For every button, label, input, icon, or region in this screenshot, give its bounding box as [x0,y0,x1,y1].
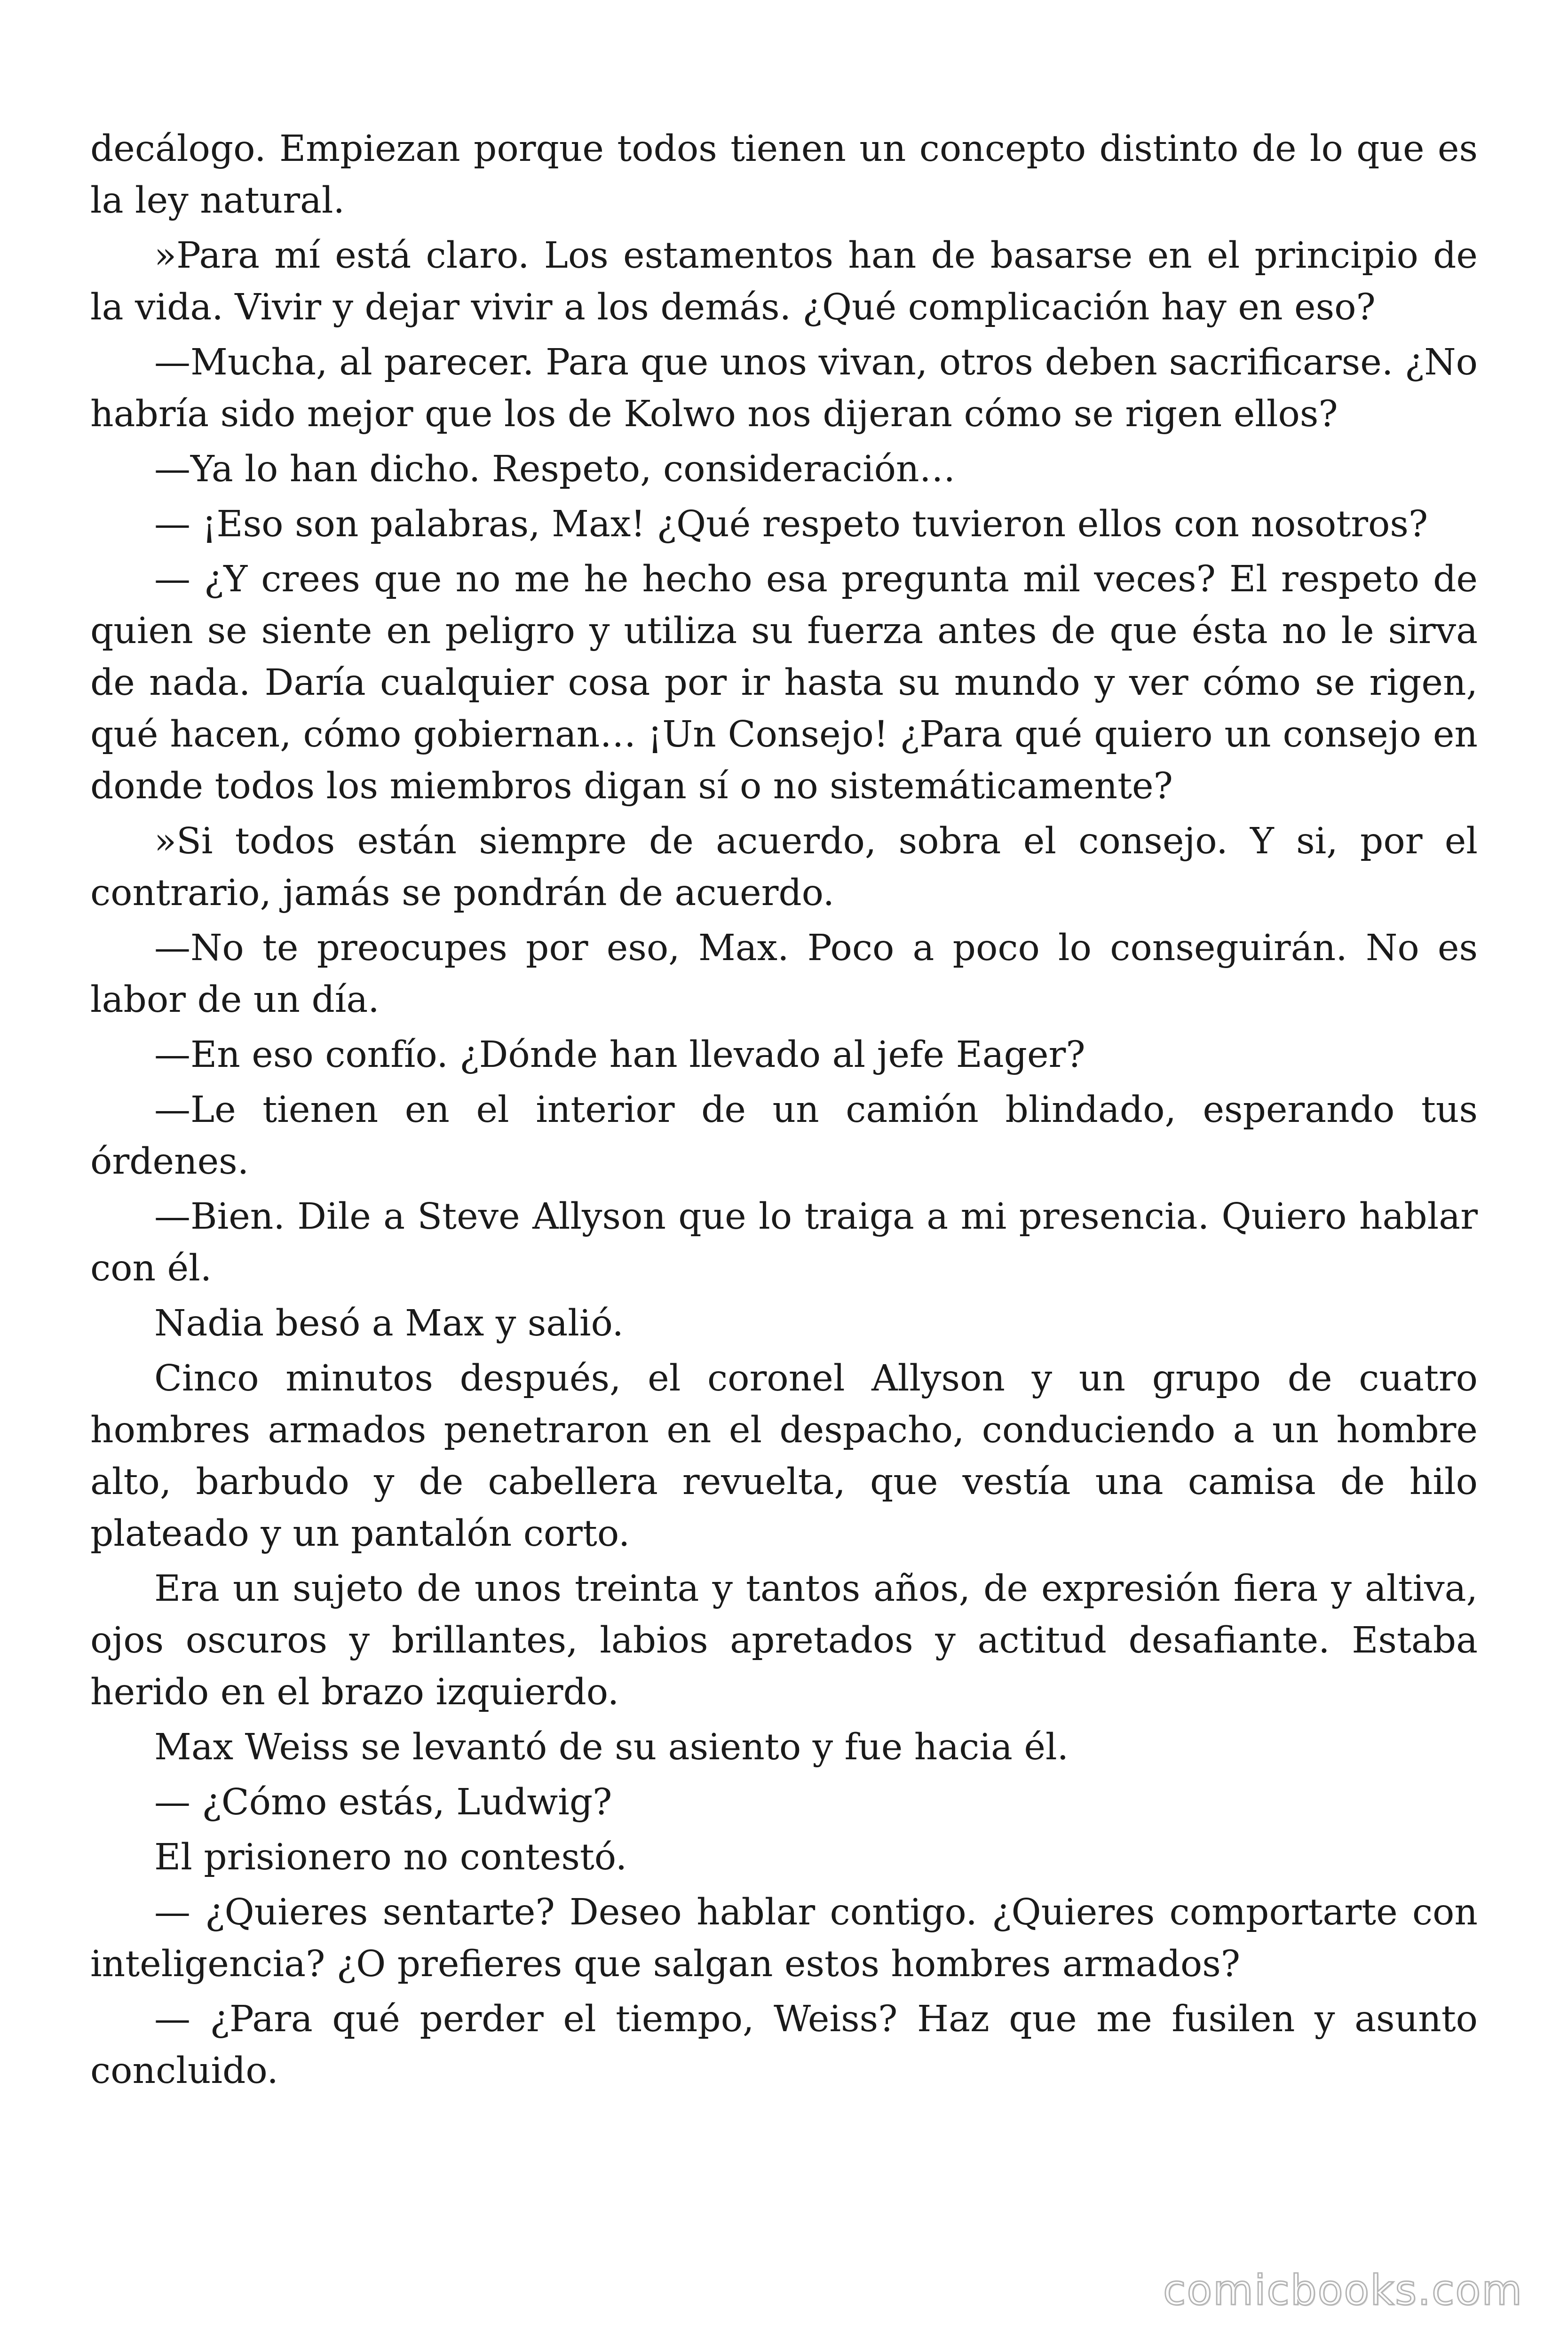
paragraph: —Ya lo han dicho. Respeto, consideración… [154,448,956,490]
paragraph: —Bien. Dile a Steve Allyson que lo traiga a mi presencia. Quiero hablar con él. [90,1196,1478,1289]
paragraph: —Mucha, al parecer. Para que unos vivan, otros deben sacrificarse. ¿No habría sido mejor que los de Kolwo nos dijeran cómo se rigen ellos? [90,342,1478,435]
paragraph: »Para mí está claro. Los estamentos han de basarse en el principio de la vida. Vivir y dejar vivir a los demás. ¿Qué complicación hay en eso? [90,235,1478,328]
body-text [90,123,1478,2100]
paragraph: — ¡Eso son palabras, Max! ¿Qué respeto tuvieron ellos con nosotros? [154,503,1428,545]
paragraph: —No te preocupes por eso, Max. Poco a poco lo conseguirán. No es labor de un día. [90,927,1478,1021]
paragraph: — ¿Y crees que no me he hecho esa pregunta mil veces? El respeto de quien se siente en peligro y utiliza su fuerza antes de que ésta no le sirva de nada. Daría cualquier cosa por ir hasta su mundo y ver cómo se rigen, qué hacen, cómo gobiernan… ¡Un Consejo! ¿Para qué quiero un consejo en donde todos los miembros digan sí o no sistemáticamente? [90,558,1478,807]
paragraph: »Si todos están siempre de acuerdo, sobra el consejo. Y si, por el contrario, jamás se pondrán de acuerdo. [90,820,1478,914]
paragraph: — ¿Cómo estás, Ludwig? [154,1781,612,1823]
paragraph: — ¿Quieres sentarte? Deseo hablar contigo. ¿Quieres comportarte con inteligencia? ¿O prefieres que salgan estos hombres armados? [90,1891,1478,1985]
paragraph: Max Weiss se levantó de su asiento y fue hacia él. [154,1726,1069,1768]
paragraph: decálogo. Empiezan porque todos tienen un concepto distinto de lo que es la ley natural. [90,128,1478,222]
paragraph: —Le tienen en el interior de un camión blindado, esperando tus órdenes. [90,1089,1478,1183]
watermark: comicbooks.com [1163,2266,1523,2314]
paragraph: Era un sujeto de unos treinta y tantos años, de expresión fiera y altiva, ojos oscuros y brillantes, labios apretados y actitud desafiante. Estaba herido en el brazo izquierdo. [90,1568,1478,1713]
paragraph: —En eso confío. ¿Dónde han llevado al jefe Eager? [154,1034,1085,1076]
paragraph: — ¿Para qué perder el tiempo, Weiss? Haz que me fusilen y asunto concluido. [90,1998,1478,2092]
paragraph: Cinco minutos después, el coronel Allyson y un grupo de cuatro hombres armados penetraron en el despacho, conduciendo a un hombre alto, barbudo y de cabellera revuelta, que vestía una camisa de hilo plateado y un pantalón corto. [90,1358,1478,1555]
paragraph: Nadia besó a Max y salió. [154,1303,624,1344]
paragraph: El prisionero no contestó. [154,1836,627,1878]
